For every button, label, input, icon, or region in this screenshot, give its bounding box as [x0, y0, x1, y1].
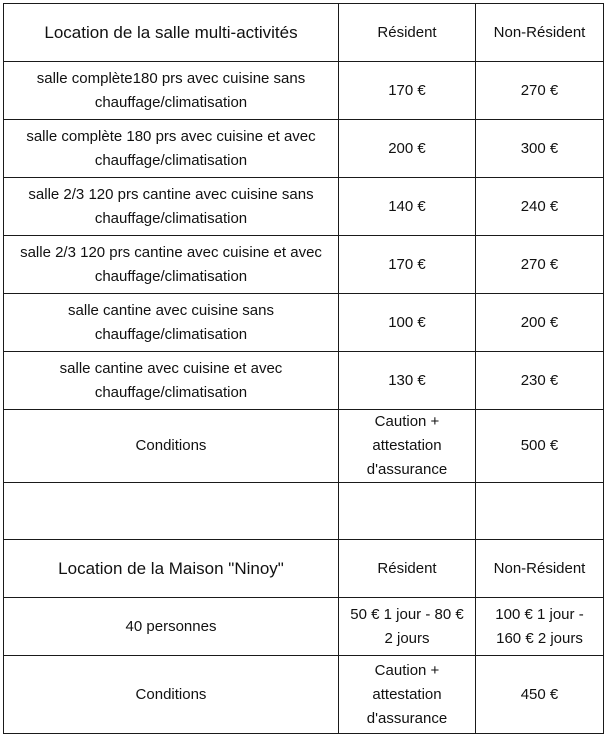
- conditions-line: Caution +: [374, 413, 440, 430]
- conditions-line: d'assurance: [366, 461, 448, 478]
- row-non-resident-price: [476, 598, 604, 656]
- row-resident-price: 130 €: [339, 352, 476, 410]
- conditions-line: Caution +: [374, 661, 440, 679]
- table-row: [4, 598, 604, 656]
- row-label: [4, 236, 339, 294]
- maison-conditions-row: [4, 656, 604, 734]
- conditions-line: attestation: [372, 685, 442, 703]
- row-label: [4, 62, 339, 120]
- price-line: 2 jours: [384, 629, 430, 647]
- row-resident-price: 100 €: [339, 294, 476, 352]
- price-line: 50 € 1 jour - 80 €: [350, 605, 464, 623]
- table-row: [4, 236, 604, 294]
- row-label-line: chauffage/climatisation: [94, 93, 248, 111]
- table-row: [4, 120, 604, 178]
- row-resident-price: 200 €: [339, 120, 476, 178]
- row-non-resident-price: 230 €: [476, 352, 604, 410]
- conditions-line: attestation: [372, 437, 442, 454]
- conditions-label: Conditions: [4, 410, 339, 483]
- row-non-resident-price: 200 €: [476, 294, 604, 352]
- salle-header-resident: Résident: [339, 4, 476, 62]
- maison-title: Location de la Maison "Ninoy": [4, 540, 339, 598]
- maison-header-resident: Résident: [339, 540, 476, 598]
- table-row: [4, 62, 604, 120]
- row-label-line: chauffage/climatisation: [94, 267, 248, 285]
- row-label-line: salle complète180 prs avec cuisine sans: [36, 69, 306, 87]
- salle-header-non-resident: Non-Résident: [476, 4, 604, 62]
- conditions-resident: [339, 410, 476, 483]
- price-line: 100 € 1 jour -: [495, 605, 584, 623]
- row-resident-price: 140 €: [339, 178, 476, 236]
- salle-conditions-row: [4, 410, 604, 483]
- conditions-non-resident: 450 €: [476, 656, 604, 734]
- row-label-line: salle cantine avec cuisine et avec: [59, 359, 283, 377]
- row-resident-price: 170 €: [339, 62, 476, 120]
- salle-title: Location de la salle multi-activités: [4, 4, 339, 62]
- row-resident-price: [339, 598, 476, 656]
- table-row: [4, 178, 604, 236]
- conditions-resident: [339, 656, 476, 734]
- empty-cell: [339, 483, 476, 540]
- conditions-line: d'assurance: [366, 709, 448, 727]
- empty-cell: [476, 483, 604, 540]
- row-label-line: chauffage/climatisation: [94, 383, 248, 401]
- row-label: [4, 294, 339, 352]
- table-row: [4, 352, 604, 410]
- table-row: [4, 294, 604, 352]
- row-non-resident-price: 240 €: [476, 178, 604, 236]
- salle-header-row: [4, 4, 604, 62]
- row-non-resident-price: 270 €: [476, 236, 604, 294]
- row-non-resident-price: 300 €: [476, 120, 604, 178]
- maison-header-row: [4, 540, 604, 598]
- row-label: [4, 178, 339, 236]
- row-label: [4, 120, 339, 178]
- row-label-line: salle 2/3 120 prs cantine avec cuisine et avec: [20, 243, 322, 261]
- empty-cell: [4, 483, 339, 540]
- row-label-line: salle complète 180 prs avec cuisine et avec: [26, 127, 316, 145]
- maison-header-non-resident: Non-Résident: [476, 540, 604, 598]
- empty-row: [4, 483, 604, 540]
- conditions-label: Conditions: [4, 656, 339, 734]
- conditions-non-resident: 500 €: [476, 410, 604, 483]
- row-label: 40 personnes: [4, 598, 339, 656]
- pricing-table: [3, 3, 604, 734]
- price-line: 160 € 2 jours: [496, 629, 583, 647]
- row-label-line: chauffage/climatisation: [94, 151, 248, 169]
- row-label: [4, 352, 339, 410]
- row-label-line: chauffage/climatisation: [94, 325, 248, 343]
- row-label-line: chauffage/climatisation: [94, 209, 248, 227]
- row-non-resident-price: 270 €: [476, 62, 604, 120]
- row-label-line: salle cantine avec cuisine sans: [68, 301, 274, 319]
- row-resident-price: 170 €: [339, 236, 476, 294]
- row-label-line: salle 2/3 120 prs cantine avec cuisine sans: [28, 185, 314, 203]
